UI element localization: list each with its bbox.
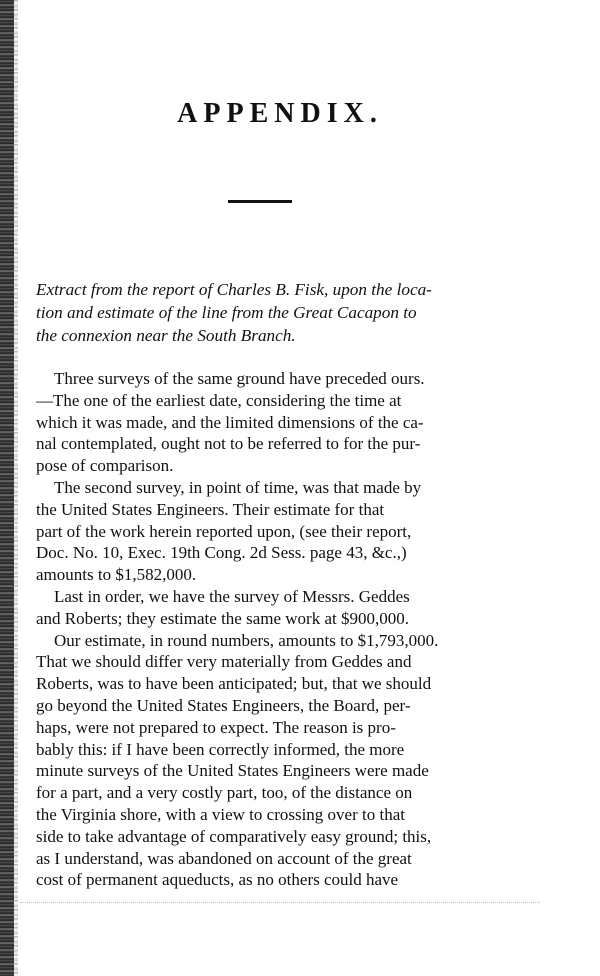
body-line: go beyond the United States Engineers, the Board, per- <box>36 695 411 715</box>
page-binding-edge <box>0 0 14 976</box>
body-line: Our estimate, in round numbers, amounts to $1,793,000. <box>54 630 439 650</box>
body-line: bably this: if I have been correctly informed, the more <box>36 739 405 759</box>
page-heading: APPENDIX. <box>177 98 383 129</box>
intro-caption <box>36 278 536 347</box>
intro-line: the connexion near the South Branch. <box>36 326 296 345</box>
body-line: pose of comparison. <box>36 456 174 476</box>
heading-rule <box>228 200 292 203</box>
body-line: part of the work herein reported upon, (see their report, <box>36 521 412 541</box>
body-text <box>36 368 540 891</box>
intro-line: Extract from the report of Charles B. Fisk, upon the loca- <box>36 280 432 299</box>
intro-line: tion and estimate of the line from the Great Cacapon to <box>36 303 417 322</box>
body-line: Last in order, we have the survey of Messrs. Geddes <box>54 586 410 606</box>
body-line: The second survey, in point of time, was that made by <box>54 477 422 497</box>
body-line: and Roberts; they estimate the same work at $900,000. <box>36 608 409 628</box>
body-line: minute surveys of the United States Engineers were made <box>36 761 429 781</box>
page-binding-shadow <box>14 0 18 976</box>
page-bottom-edge <box>20 900 540 903</box>
body-line: Roberts, was to have been anticipated; but, that we should <box>36 674 432 694</box>
body-line: nal contemplated, ought not to be referred to for the pur- <box>36 434 421 454</box>
body-line: the United States Engineers. Their estimate for that <box>36 499 385 519</box>
body-line: for a part, and a very costly part, too, of the distance on <box>36 783 413 803</box>
body-line: cost of permanent aqueducts, as no others could have <box>36 870 399 890</box>
body-line: which it was made, and the limited dimensions of the ca- <box>36 412 424 432</box>
body-line: side to take advantage of comparatively easy ground; this, <box>36 826 432 846</box>
body-line: That we should differ very materially from Geddes and <box>36 652 412 672</box>
body-line: amounts to $1,582,000. <box>36 565 197 585</box>
body-line: the Virginia shore, with a view to crossing over to that <box>36 804 405 824</box>
body-line: —The one of the earliest date, considering the time at <box>36 390 402 410</box>
body-line: Doc. No. 10, Exec. 19th Cong. 2d Sess. page 43, &c.,) <box>36 543 407 563</box>
body-line: as I understand, was abandoned on account of the great <box>36 848 412 868</box>
body-line: Three surveys of the same ground have preceded ours. <box>54 369 425 388</box>
body-line: haps, were not prepared to expect. The reason is pro- <box>36 717 396 737</box>
